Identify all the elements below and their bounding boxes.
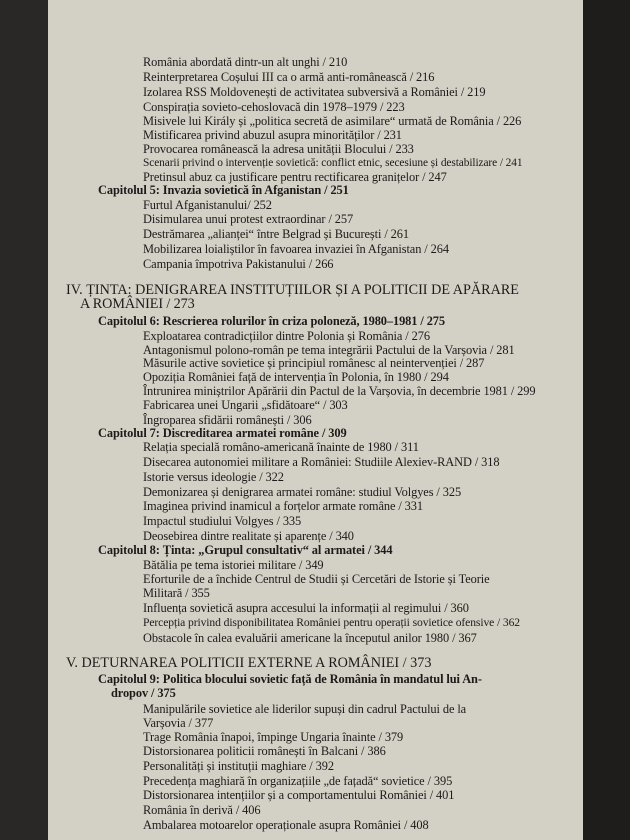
toc-entry: Disimularea unui protest extraordinar / 257 xyxy=(143,212,354,226)
toc-entry: România în derivă / 406 xyxy=(143,803,261,817)
toc-entry: Trage România înapoi, împinge Ungaria înainte / 379 xyxy=(143,730,404,744)
table-of-contents xyxy=(48,0,583,840)
toc-entry: Ambalarea motoarelor operaționale asupra României / 408 xyxy=(143,818,429,832)
toc-entry: Eforturile de a închide Centrul de Studii și Cercetări de Istorie și Teorie xyxy=(143,572,490,586)
toc-entry: Mistificarea privind abuzul asupra minorităților / 231 xyxy=(143,128,402,142)
toc-entry: Influența sovietică asupra accesului la informații al regimului / 360 xyxy=(143,601,469,615)
toc-entry: Percepția privind disponibilitatea României pentru operații sovietice ofensive / 362 xyxy=(143,616,520,629)
toc-heading: IV. ȚINTA: DENIGRAREA INSTITUȚIILOR ȘI A POLITICII DE APĂRARE xyxy=(66,282,519,298)
toc-entry: Întrunirea miniștrilor Apărării din Pactul de la Varșovia, în decembrie 1981 / 299 xyxy=(143,384,536,398)
toc-entry: Reinterpretarea Coșului III ca o armă anti-românească / 216 xyxy=(143,70,435,84)
toc-entry: Varșovia / 377 xyxy=(143,716,214,730)
toc-entry: Relația specială româno-americană înainte de 1980 / 311 xyxy=(143,440,419,454)
toc-entry: Destrămarea „alianței“ între Belgrad și București / 261 xyxy=(143,227,409,241)
toc-entry: Izolarea RSS Moldovenești de activitatea subversivă a României / 219 xyxy=(143,85,486,99)
toc-entry: Deosebirea dintre realitate și aparențe / 340 xyxy=(143,529,354,543)
toc-entry: Campania împotriva Pakistanului / 266 xyxy=(143,257,334,271)
toc-heading: A ROMÂNIEI / 273 xyxy=(80,296,195,312)
book-page xyxy=(48,0,583,840)
toc-entry: Disecarea autonomiei militare a României: Studiile Alexiev-RAND / 318 xyxy=(143,455,500,469)
toc-entry: Impactul studiului Volgyes / 335 xyxy=(143,514,302,528)
toc-entry: Manipulările sovietice ale liderilor supuși din cadrul Pactului de la xyxy=(143,702,467,716)
toc-entry: Fabricarea unei Ungarii „sfidătoare“ / 303 xyxy=(143,398,348,412)
toc-entry: Distorsionarea politicii românești în Balcani / 386 xyxy=(143,744,386,758)
toc-entry: Istorie versus ideologie / 322 xyxy=(143,470,284,484)
toc-entry: Pretinsul abuz ca justificare pentru rectificarea granițelor / 247 xyxy=(143,170,447,184)
toc-heading: Capitolul 7: Discreditarea armatei române / 309 xyxy=(98,426,347,440)
toc-entry: Furtul Afganistanului/ 252 xyxy=(143,198,272,212)
toc-entry: Obstacole în calea evaluării americane la începutul anilor 1980 / 367 xyxy=(143,631,477,645)
toc-entry: Bătălia pe tema istoriei militare / 349 xyxy=(143,558,324,572)
toc-entry: Militară / 355 xyxy=(143,586,210,600)
toc-entry: Antagonismul polono-român pe tema integrării Pactului de la Varșovia / 281 xyxy=(143,343,515,357)
toc-entry: Îngroparea sfidării românești / 306 xyxy=(143,413,312,427)
toc-heading: Capitolul 9: Politica blocului sovietic față de România în mandatul lui An- xyxy=(98,672,482,686)
toc-heading: dropov / 375 xyxy=(111,686,176,700)
toc-entry: Distorsionarea intențiilor și a comportamentului României / 401 xyxy=(143,788,455,802)
toc-heading: Capitolul 8: Ținta: „Grupul consultativ“ al armatei / 344 xyxy=(98,543,393,557)
toc-heading: Capitolul 5: Invazia sovietică în Afganistan / 251 xyxy=(98,183,349,197)
toc-entry: Demonizarea și denigrarea armatei române: studiul Volgyes / 325 xyxy=(143,485,462,499)
toc-entry: Conspirația sovieto-cehoslovacă din 1978–1979 / 223 xyxy=(143,100,405,114)
toc-heading: V. DETURNAREA POLITICII EXTERNE A ROMÂNIEI / 373 xyxy=(66,655,432,671)
toc-entry: Misivele lui Király și „politica secretă de asimilare“ urmată de România / 226 xyxy=(143,114,522,128)
toc-entry: Opoziția României față de intervenția în Polonia, în 1980 / 294 xyxy=(143,370,449,384)
toc-entry: Personalități și instituții maghiare / 392 xyxy=(143,759,334,773)
toc-entry: Precedența maghiară în organizațiile „de fațadă“ sovietice / 395 xyxy=(143,774,453,788)
toc-entry: Exploatarea contradicțiilor dintre Polonia și România / 276 xyxy=(143,329,430,343)
toc-entry: Scenarii privind o intervenție sovietică: conflict etnic, secesiune și destabilizare / 241 xyxy=(143,157,523,169)
toc-entry: Mobilizarea loialiștilor în favoarea invaziei în Afganistan / 264 xyxy=(143,242,449,256)
toc-entry: Imaginea privind inamicul a forțelor armate române / 331 xyxy=(143,499,423,513)
toc-heading: Capitolul 6: Rescrierea rolurilor în criza poloneză, 1980–1981 / 275 xyxy=(98,314,445,328)
toc-entry: Măsurile active sovietice și principiul românesc al neintervenției / 287 xyxy=(143,356,485,370)
toc-entry: Provocarea românească la adresa unității Blocului / 233 xyxy=(143,142,414,156)
book-spine-shadow xyxy=(583,0,630,840)
toc-entry: România abordată dintr-un alt unghi / 210 xyxy=(143,55,348,69)
